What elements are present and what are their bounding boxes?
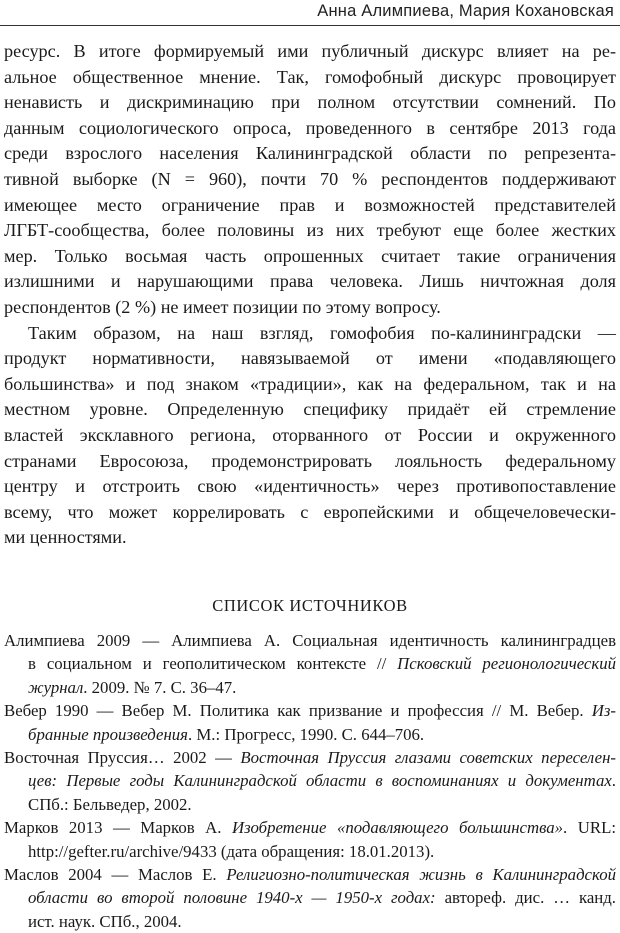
reference-line: бранные произведения. М.: Прогресс, 1990. С. 644–706. [28, 724, 425, 744]
text-line: Таким образом, на наш взгляд, гомофобия по-калининградски — [28, 322, 616, 343]
reference-line: http://gefter.ru/archive/9433 (дата обращения: 18.01.2013). [28, 841, 435, 861]
text-line: ненависть и дискриминацию при полном отсутствии сомнений. По [4, 92, 616, 113]
text-line: имеющее место ограничение прав и возможностей представителей [4, 194, 616, 215]
reference-line: в социальном и геополитическом контексте // Псковский регионологический [28, 654, 617, 674]
text-line: властей эксклавного региона, оторванного от России и окруженного [4, 424, 616, 445]
reference-line: Вебер 1990 — Вебер М. Политика как призвание и профессия // М. Вебер. Из- [4, 701, 616, 721]
text-line: мер. Только восьмая часть опрошенных считает такие ограничения [4, 245, 616, 266]
text-line: ЛГБТ-сообщества, более половины из них требуют еще более жестких [4, 220, 616, 241]
text-line: продукт нормативности, навязываемой от имени «подавляющего [4, 348, 616, 369]
text-line: тивной выборке (N = 960), почти 70 % респондентов поддерживают [4, 168, 616, 189]
references-list [4, 629, 616, 933]
reference-line: журнал. 2009. № 7. С. 36–47. [28, 677, 237, 697]
reference-line: Алимпиева 2009 — Алимпиева А. Социальная идентичность калининградцев [4, 631, 616, 650]
reference-line: Маслов 2004 — Маслов Е. Религиозно-политическая жизнь в Калининградской [4, 864, 616, 884]
text-line: альное общественное мнение. Так, гомофобный дискурс провоцирует [4, 66, 616, 87]
main-text [4, 39, 616, 551]
reference-line: области во второй половине 1940-х — 1950-х годах: автореф. дис. … канд. [28, 888, 617, 908]
text-line: всему, что может коррелировать с европейскими и общечеловечески- [4, 501, 616, 522]
reference-line: Марков 2013 — Марков А. Изобретение «подавляющего большинства». URL: [4, 818, 616, 838]
reference-line: СПб.: Бельведер, 2002. [28, 794, 192, 814]
text-line: местном уровне. Определенную специфику придаёт ей стремление [4, 399, 616, 420]
text-line: центру и отстроить свою «идентичность» через противопоставление [4, 476, 616, 497]
reference-line: ист. наук. СПб., 2004. [28, 911, 182, 931]
reference-line: цев: Первые годы Калининградской области в воспоминаниях и документах. [28, 771, 616, 791]
text-line: излишними и нарушающими права человека. Лишь ничтожная доля [4, 271, 616, 292]
header-rule [0, 25, 620, 26]
text-line: респондентов (2 %) не имеет позиции по этому вопросу. [4, 296, 441, 317]
running-header [0, 0, 620, 26]
header-authors: Анна Алимпиева, Мария Кохановская [317, 2, 614, 20]
text-line: ресурс. В итоге формируемый ими публичный дискурс влияет на ре- [4, 41, 616, 61]
text-line: среди взрослого населения Калининградской области по репрезента- [4, 143, 616, 164]
reference-line: Восточная Пруссия… 2002 — Восточная Пруссия глазами советских переселен- [4, 747, 616, 767]
text-line: странами Евросоюза, продемонстрировать лояльность федеральному [4, 450, 616, 471]
text-line: данным социологического опроса, проведенного в сентябре 2013 года [4, 117, 616, 138]
text-line: ми ценностями. [4, 527, 127, 548]
text-line: большинства» и под знаком «традиции», как на федеральном, так и на [4, 373, 616, 394]
references-title: СПИСОК ИСТОЧНИКОВ [212, 596, 408, 615]
